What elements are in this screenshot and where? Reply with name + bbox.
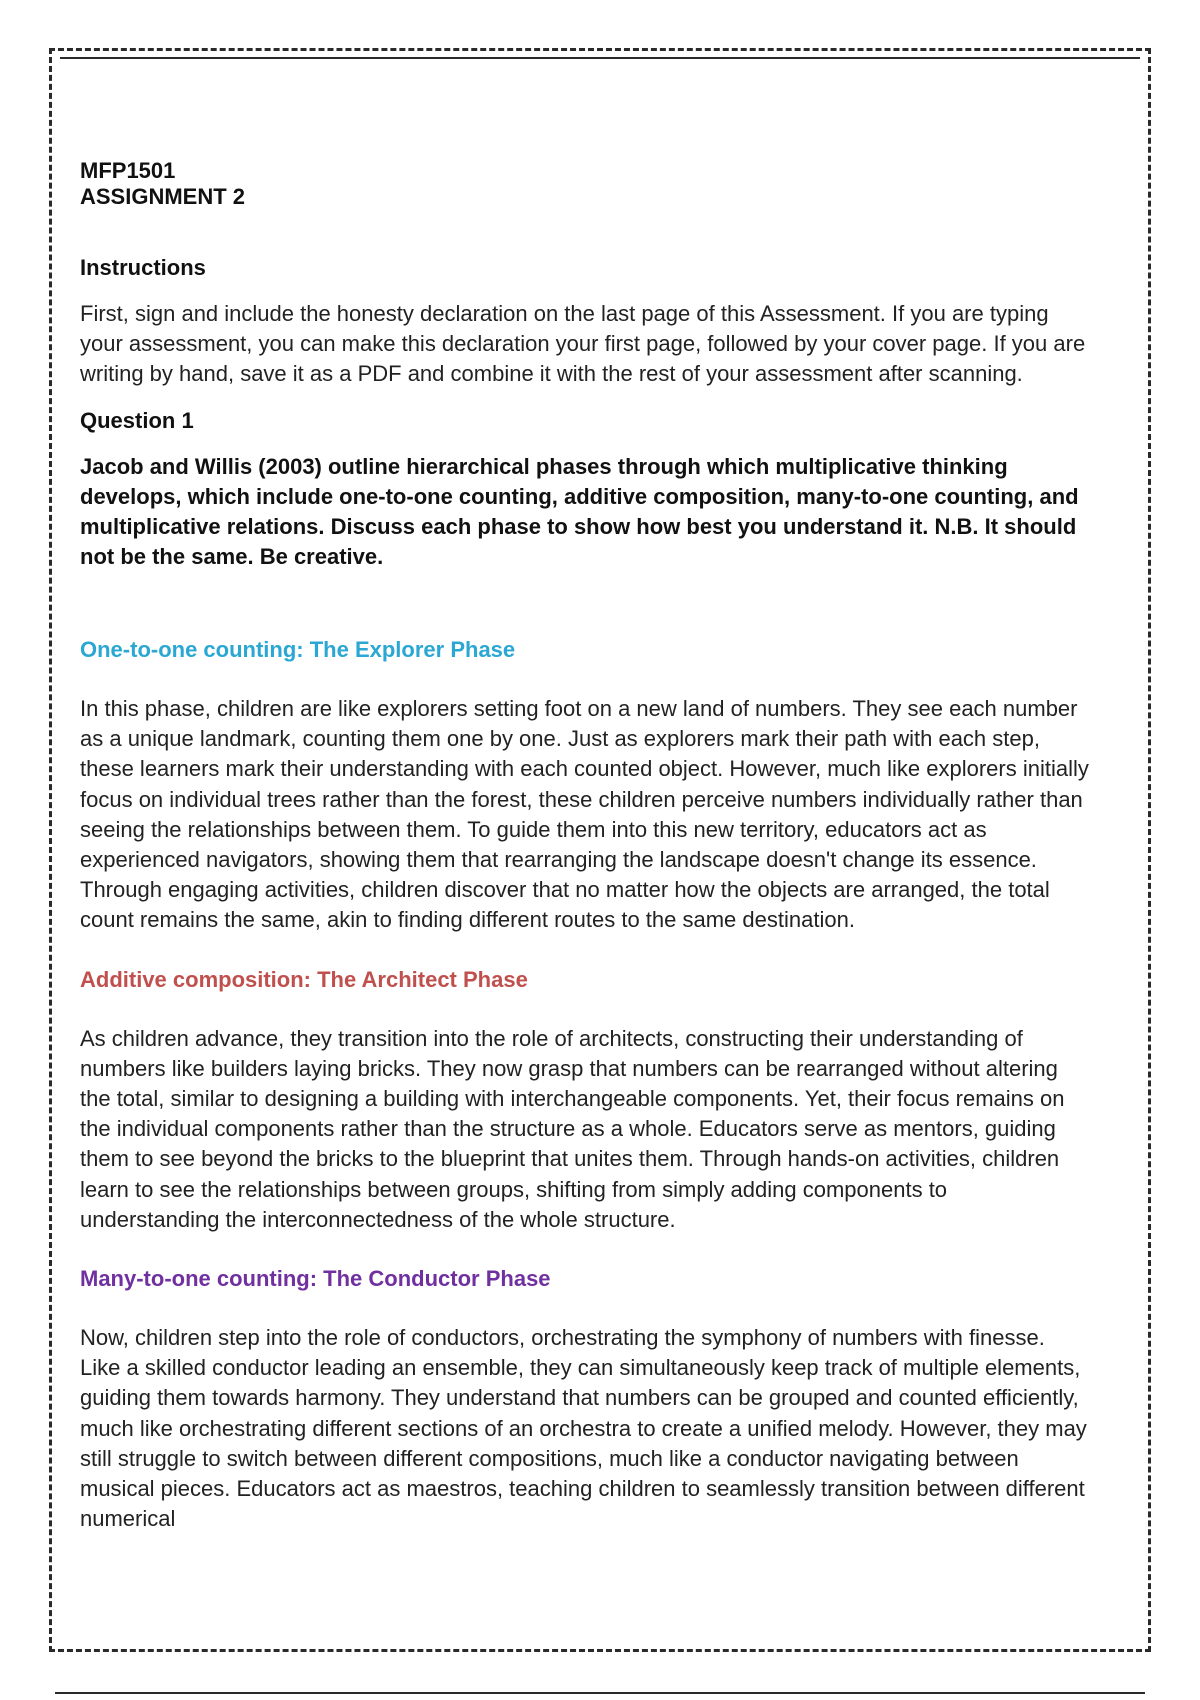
assignment-title: ASSIGNMENT 2 [80, 184, 246, 209]
explorer-phase-paragraph: In this phase, children are like explorers setting foot on a new land of numbers. They see each number as a unique landmark, counting them one by one. Just as explorers mark their path with each step, these learners mark their understanding with each counted object. However, much like explorers initially focus on individual trees rather than the forest, these children perceive numbers individually rather than seeing the relationships between them. To guide them into this new territory, educators act as experienced navigators, showing them that rearranging the landscape doesn't change its essence. Through engaging activities, children discover that no matter how the objects are arranged, the total count remains the same, akin to finding different routes to the same destination. [80, 696, 1089, 933]
architect-phase-heading: Additive composition: The Architect Phase [80, 966, 528, 992]
instructions-paragraph: First, sign and include the honesty declaration on the last page of this Assessment. If you are typing your assessment, you can make this declaration your first page, followed by your cover page. If you are writing by hand, save it as a PDF and combine it with the rest of your assessment after scanning. [80, 301, 1086, 386]
instructions-heading: Instructions [80, 255, 206, 280]
conductor-phase-heading: Many-to-one counting: The Conductor Phase [80, 1266, 551, 1292]
architect-phase-paragraph: As children advance, they transition into the role of architects, constructing their understanding of numbers like builders laying bricks. They now grasp that numbers can be rearranged without altering the total, similar to designing a building with interchangeable components. Yet, their focus remains on the individual components rather than the structure as a whole. Educators serve as mentors, guiding them to see beyond the bricks to the blueprint that unites them. Through hands-on activities, children learn to see the relationships between groups, shifting from simply adding components to understanding the interconnectedness of the whole structure. [80, 1025, 1065, 1232]
course-code: MFP1501 [80, 158, 176, 183]
next-page-rule [55, 1692, 1145, 1694]
explorer-phase-heading: One-to-one counting: The Explorer Phase [80, 637, 516, 662]
question-prompt: Jacob and Willis (2003) outline hierarchical phases through which multiplicative thinking develops, which include one-to-one counting, additive composition, many-to-one counting, and multiplicative relations. Discuss each phase to show how best you understand it. N.B. It should not be the same. Be creative. [80, 454, 1079, 569]
question-heading: Question 1 [80, 408, 194, 433]
document-body [80, 158, 1090, 1534]
top-rule [60, 57, 1140, 59]
conductor-phase-paragraph: Now, children step into the role of conductors, orchestrating the symphony of numbers with finesse. Like a skilled conductor leading an ensemble, they can simultaneously keep track of multiple elements, guiding them towards harmony. They understand that numbers can be grouped and counted efficiently, much like orchestrating different sections of an orchestra to create a unified melody. However, they may still struggle to switch between different compositions, much like a conductor navigating between musical pieces. Educators act as maestros, teaching children to seamlessly transition between different numerical [80, 1325, 1087, 1532]
